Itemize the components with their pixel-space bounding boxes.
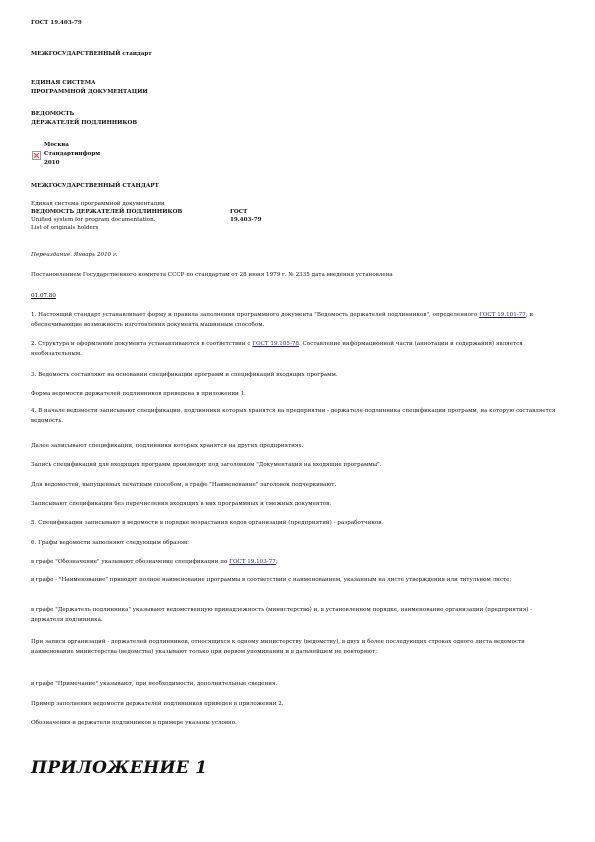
paragraph-5: Далее записывают спецификации, подлинники которых хранятся на других предприятиях. xyxy=(31,443,304,449)
paragraph-13: в графе "Держатель подлинника" указывают ведомственную принадлежность (министерство) и, в установленном порядке, наименование организации (предприятия) - держателя подлинника. xyxy=(31,607,533,623)
doc-title-line1: ВЕДОМОСТЬ xyxy=(31,111,75,117)
system-title-line1: ЕДИНАЯ СИСТЕМА xyxy=(31,80,96,86)
paragraph-8: Записывают спецификации без перечисления входящих в них программных и смежных документов. xyxy=(31,501,332,507)
standard-header-table xyxy=(31,200,262,232)
link-gost-19-105-78[interactable]: ГОСТ 19.105-78 xyxy=(252,341,299,347)
table-cell: Unified system for program documentation. xyxy=(31,217,156,223)
text: в графе "Обозначение" указывают обозначение спецификации по xyxy=(31,559,230,565)
reissue-note: Переиздание. Январь 2010 г. xyxy=(31,252,118,258)
text: ; xyxy=(275,559,278,565)
table-cell: ВЕДОМОСТЬ ДЕРЖАТЕЛЕЙ ПОДЛИННИКОВ xyxy=(31,209,183,215)
text: 1. Настоящий стандарт устанавливает форму и правила заполнения программного документа "Ведомость держателей подлинников", определенного xyxy=(31,312,480,318)
paragraph-2 xyxy=(31,340,561,359)
table-cell xyxy=(230,224,262,232)
paragraph-16: Пример заполнения ведомости держателей подлинников приведен в приложении 2. xyxy=(31,701,284,707)
link-gost-19-101-77[interactable]: ГОСТ 19.101-77 xyxy=(479,312,526,318)
paragraph-4: 4. В начале ведомости записывают спецификации, подлинники которых хранятся на предприятии - держателе подлинника спецификации программ, на которую составляется ведомость. xyxy=(31,408,556,424)
publisher-name: Стандартинформ xyxy=(44,151,101,157)
decree-text: Постановлением Государственного комитета СССР по стандартам от 28 июня 1979 г. № 2335 дата введения установлена xyxy=(31,272,393,278)
paragraph-10: 6. Графы ведомости заполняют следующим образом: xyxy=(31,540,190,546)
text: , и обеспечивающие возможность изготовления документа машинным способом. xyxy=(31,312,534,328)
paragraph-9: 5. Спецификации записывают в ведомости в порядке возрастания кодов организаций (предприятий) - разработчиков. xyxy=(31,520,384,526)
table-cell: 19.403-79 xyxy=(230,217,262,223)
table-cell: List of originals holders xyxy=(31,225,99,231)
text: 2. Структура и оформление документа устанавливаются в соответствии с xyxy=(31,341,253,347)
text: . Составление информационной части (аннотации и содержания) является необязательным. xyxy=(31,341,523,357)
paragraph-3b: Форма ведомости держателей подлинников приведена в приложении 1. xyxy=(31,391,246,397)
appendix-heading: ПРИЛОЖЕНИЕ 1 xyxy=(31,758,208,778)
paragraph-17: Обозначения и держатели подлинников в примере указаны условно. xyxy=(31,720,237,726)
interstate-standard-label: МЕЖГОСУДАРСТВЕННЫЙ стандарт xyxy=(31,51,152,57)
interstate-standard-heading: МЕЖГОСУДАРСТВЕННЫЙ СТАНДАРТ xyxy=(31,183,159,189)
publisher-year: 2010 xyxy=(44,160,60,166)
doc-title-line2: ДЕРЖАТЕЛЕЙ ПОДЛИННИКОВ xyxy=(31,120,138,126)
intro-date: 01.07.80 xyxy=(31,293,56,299)
doc-code: ГОСТ 19.403-79 xyxy=(31,20,82,26)
paragraph-12: в графе - "Наименование" приводят полное наименование программы в соответствии с наименованием, указанным на листе утверждения или титульном листе; xyxy=(31,577,512,583)
paragraph-6: Запись спецификаций для входящих программ производят под заголовком "Документация на входящие программы". xyxy=(31,462,382,468)
link-gost-19-103-77[interactable]: ГОСТ 19.103-77 xyxy=(229,559,276,565)
table-cell: Единая система программной документации xyxy=(31,201,165,207)
paragraph-14: При записи организаций - держателей подлинников, относящихся к одному министерству (ведомству), в двух и более последующих строках одного листа ведомости наименование министерства (ведомства) указывают только при первом упоминании и в дальнейшем не повторяют; xyxy=(31,639,525,655)
table-cell: ГОСТ xyxy=(230,209,248,215)
system-title-line2: ПРОГРАММНОЙ ДОКУМЕНТАЦИИ xyxy=(31,89,148,95)
paragraph-15: в графе "Примечание" указывают, при необходимости, дополнительные сведения. xyxy=(31,681,278,687)
paragraph-11 xyxy=(31,558,278,567)
paragraph-1 xyxy=(31,311,561,330)
paragraph-3: 3. Ведомость составляют на основании спецификации программ и спецификаций входящих программ. xyxy=(31,372,338,378)
table-cell xyxy=(230,200,262,208)
broken-image-icon xyxy=(32,151,41,160)
paragraph-7: Для ведомостей, выпущенных печатным способом, в графе "Наименование" заголовок подчеркивают. xyxy=(31,482,337,488)
publisher-city: Москва xyxy=(44,142,69,148)
